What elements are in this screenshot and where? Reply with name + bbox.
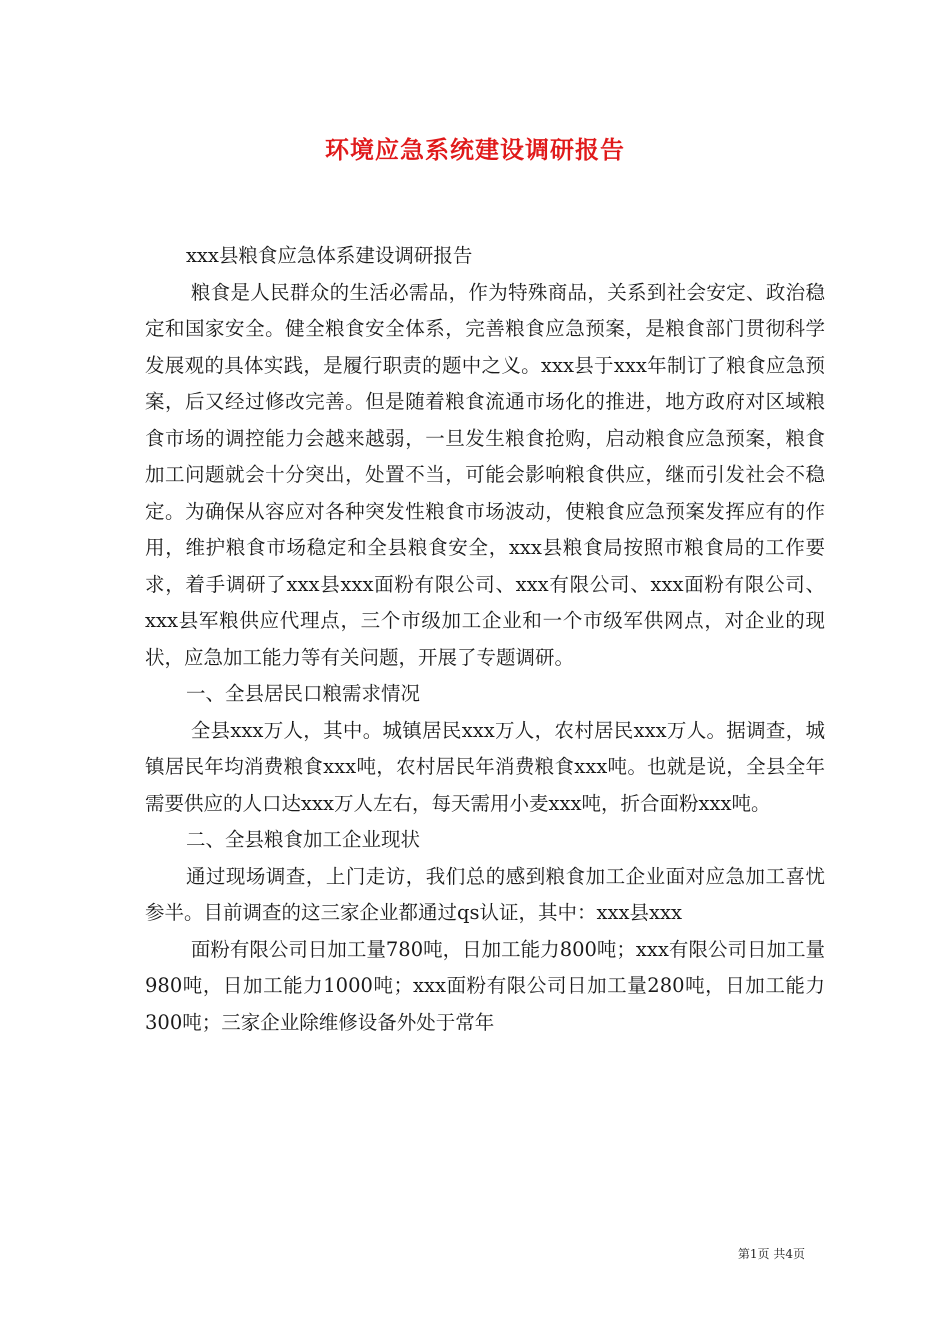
document-body — [145, 238, 825, 1041]
survey-paragraph: 通过现场调查，上门走访，我们总的感到粮食加工企业面对应急加工喜忧参半。目前调查的这三家企业都通过qs认证，其中：xxx县xxx — [145, 864, 825, 924]
capacity-paragraph: 面粉有限公司日加工量780吨，日加工能力800吨；xxx有限公司日加工量980吨，日加工能力1000吨；xxx面粉有限公司日加工量280吨，日加工能力300吨；三家企业除维修设备外处于常年 — [145, 937, 825, 1034]
section-heading-2: 二、全县粮食加工企业现状 — [185, 828, 420, 851]
page-number: 第1页 共4页 — [737, 1247, 805, 1261]
population-paragraph: 全县xxx万人，其中。城镇居民xxx万人，农村居民xxx万人。据调查，城镇居民年均消费粮食xxx吨，农村居民年消费粮食xxx吨。也就是说，全县全年需要供应的人口达xxx万人左右，每天需用小麦xxx吨，折合面粉xxx吨。 — [145, 718, 825, 815]
section-heading-1: 一、全县居民口粮需求情况 — [185, 682, 420, 705]
intro-paragraph: 粮食是人民群众的生活必需品，作为特殊商品，关系到社会安定、政治稳定和国家安全。健全粮食安全体系，完善粮食应急预案，是粮食部门贯彻科学发展观的具体实践，是履行职责的题中之义。xxx县于xxx年制订了粮食应急预案，后又经过修改完善。但是随着粮食流通市场化的推进，地方政府对区域粮食市场的调控能力会越来越弱，一旦发生粮食抢购，启动粮食应急预案，粮食加工问题就会十分突出，处置不当，可能会影响粮食供应，继而引发社会不稳定。为确保从容应对各种突发性粮食市场波动，使粮食应急预案发挥应有的作用，维护粮食市场稳定和全县粮食安全，xxx县粮食局按照市粮食局的工作要求，着手调研了xxx县xxx面粉有限公司、xxx有限公司、xxx面粉有限公司、xxx县军粮供应代理点，三个市级加工企业和一个市级军供网点，对企业的现状，应急加工能力等有关问题，开展了专题调研。 — [145, 280, 825, 669]
subtitle-paragraph: xxx县粮食应急体系建设调研报告 — [185, 244, 473, 267]
document-title: 环境应急系统建设调研报告 — [325, 135, 625, 164]
